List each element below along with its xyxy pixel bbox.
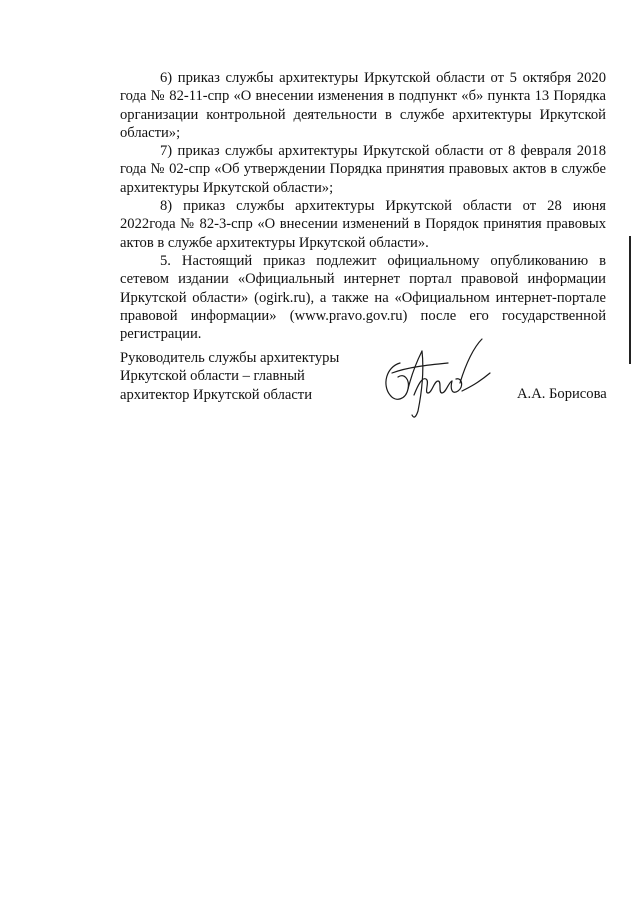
list-item-6: 6) приказ службы архитектуры Иркутской области от 5 октября 2020 года № 82-11-спр «О внесении изменения в подпункт «б» пункта 13 Порядка организации контрольной деятельности в службе архитектуры Иркутской области»; [120,70,606,141]
signer-position [120,349,360,404]
publication-clause: 5. Настоящий приказ подлежит официальному опубликованию в сетевом издании «Официальный интернет портал правовой информации Иркутской области» (ogirk.ru), а также на «Официальном интернет-портале правовой информации» (www.pravo.gov.ru) после его государственной регистрации. [120,252,606,343]
list-item-8: 8) приказ службы архитектуры Иркутской области от 28 июня 2022года № 82-3-спр «О внесении изменений в Порядок принятия правовых актов в службе архитектуры Иркутской области». [120,198,606,251]
signer-position-line-2: Иркутской области – главный [120,368,305,385]
document-body [120,69,606,343]
handwritten-signature [378,333,498,423]
signer-position-line-1: Руководитель службы архитектуры [120,350,340,366]
list-item-7: 7) приказ службы архитектуры Иркутской области от 8 февраля 2018 года № 02-спр «Об утверждении Порядка принятия правовых актов в службе архитектуры Иркутской области»; [120,143,606,196]
margin-line [629,236,631,364]
signer-name: А.А. Борисова [517,386,607,402]
signer-position-line-3: архитектор Иркутской области [120,386,312,403]
